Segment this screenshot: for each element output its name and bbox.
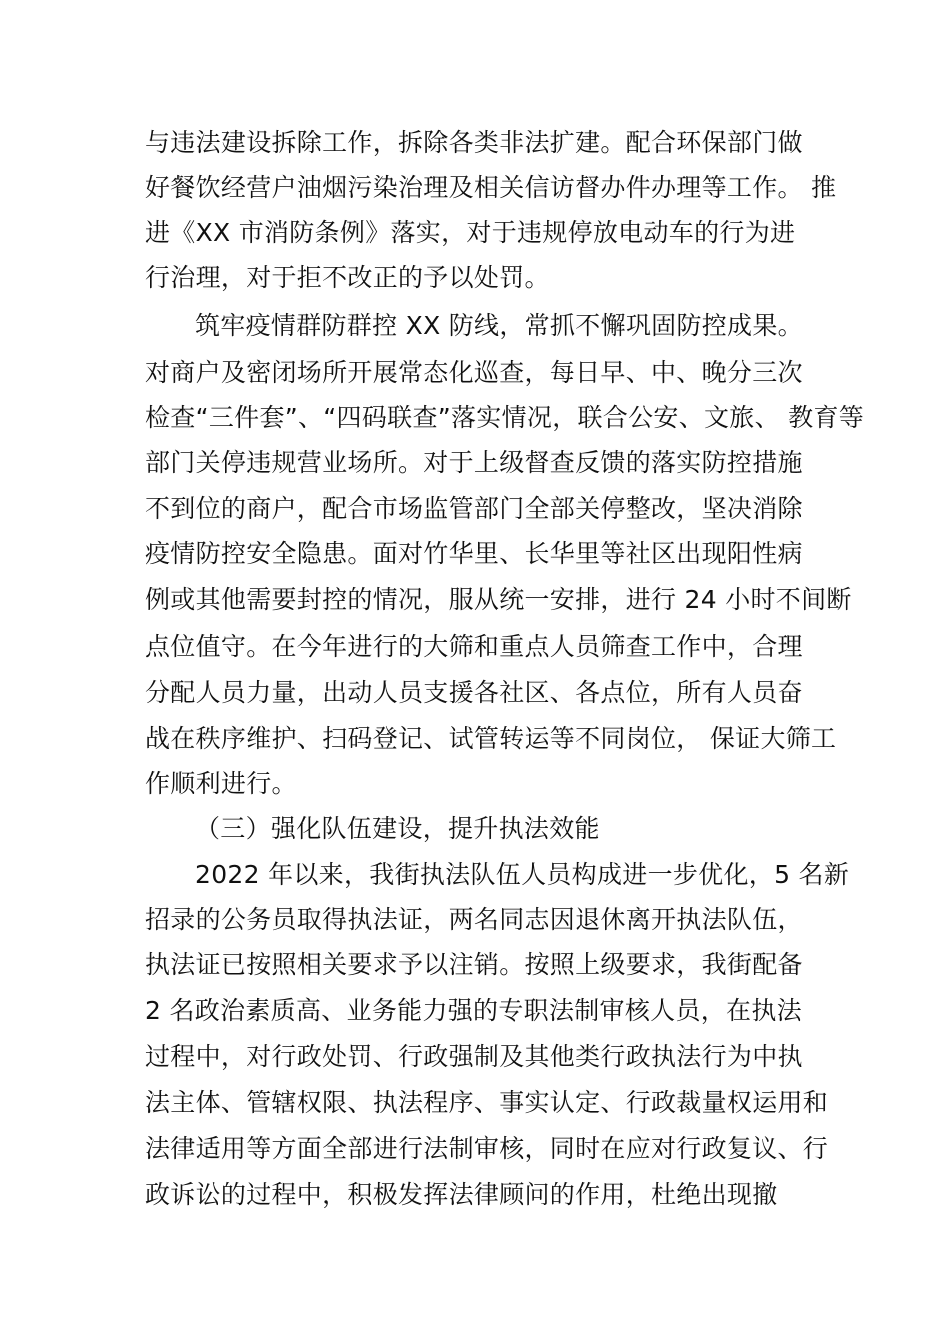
text-line: 不到位的商户，配合市场监管部门全部关停整改，坚决消除 bbox=[145, 494, 803, 523]
text-line: 执法证已按照相关要求予以注销。按照上级要求，我街配备 bbox=[145, 950, 803, 979]
text-line: 好餐饮经营户油烟污染治理及相关信访督办件办理等工作。 推 bbox=[145, 173, 837, 202]
text-line: 点位值守。在今年进行的大筛和重点人员筛查工作中，合理 bbox=[145, 632, 803, 661]
text-line: 招录的公务员取得执法证，两名同志因退休离开执法队伍， bbox=[145, 905, 803, 934]
paragraph-start-line: 筑牢疫情群防群控 XX 防线，常抓不懈巩固防控成果。 bbox=[195, 311, 803, 340]
text-line: 进《XX 市消防条例》落实，对于违规停放电动车的行为进 bbox=[145, 218, 796, 247]
paragraph-start-line: 2022 年以来，我街执法队伍人员构成进一步优化，5 名新 bbox=[195, 860, 850, 889]
text-line: 作顺利进行。 bbox=[145, 769, 297, 798]
text-line: 与违法建设拆除工作，拆除各类非法扩建。配合环保部门做 bbox=[145, 128, 803, 157]
text-line: 法主体、管辖权限、执法程序、事实认定、行政裁量权运用和 bbox=[145, 1088, 829, 1117]
text-line: 检查“三件套”、“四码联查”落实情况，联合公安、文旅、 教育等 bbox=[145, 403, 865, 432]
text-line: 2 名政治素质高、业务能力强的专职法制审核人员，在执法 bbox=[145, 996, 802, 1025]
text-line: 对商户及密闭场所开展常态化巡查，每日早、中、晚分三次 bbox=[145, 358, 803, 387]
text-line: 过程中，对行政处罚、行政强制及其他类行政执法行为中执 bbox=[145, 1042, 803, 1071]
text-line: 政诉讼的过程中，积极发挥法律顾问的作用，杜绝出现撤 bbox=[145, 1180, 778, 1209]
text-line: 分配人员力量，出动人员支援各社区、各点位，所有人员奋 bbox=[145, 678, 803, 707]
text-line: 疫情防控安全隐患。面对竹华里、长华里等社区出现阳性病 bbox=[145, 539, 803, 568]
text-line: 战在秩序维护、扫码登记、试管转运等不同岗位， 保证大筛工 bbox=[145, 724, 837, 753]
text-line: 法律适用等方面全部进行法制审核，同时在应对行政复议、行 bbox=[145, 1134, 829, 1163]
text-line: 部门关停违规营业场所。对于上级督查反馈的落实防控措施 bbox=[145, 448, 803, 477]
text-line: 行治理，对于拒不改正的予以处罚。 bbox=[145, 263, 550, 292]
text-line: 例或其他需要封控的情况，服从统一安排，进行 24 小时不间断 bbox=[145, 585, 852, 614]
section-heading: （三）强化队伍建设，提升执法效能 bbox=[195, 814, 600, 843]
